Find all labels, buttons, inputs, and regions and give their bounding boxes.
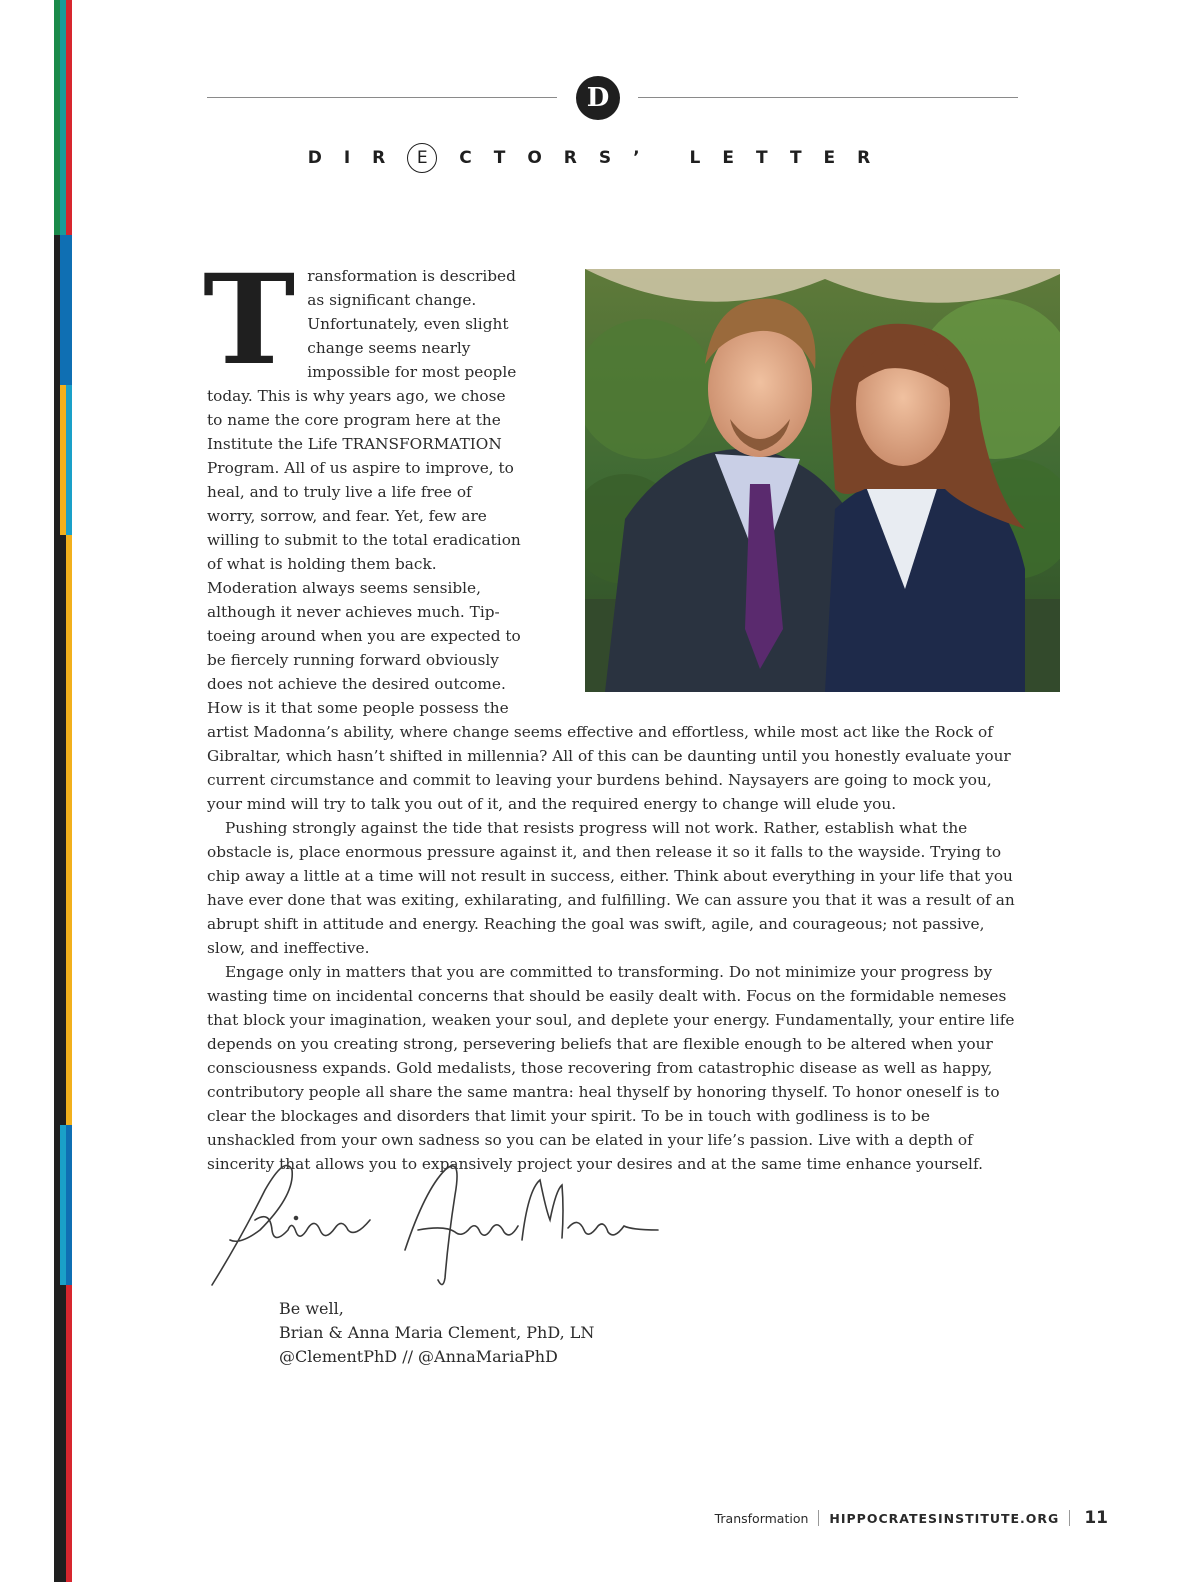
letter-paragraph-3: Engage only in matters that you are committed to transforming. Do not minimize your progress by wasting time on incidental concerns that should be easily dealt with. Focus on the formidable nemeses that block your imagination, weaken your soul, and deplete your energy. Fundamentally, your entire life depends on you creating strong, persevering beliefs that are flexible enough to be altered when your consciousness expands. Gold medalists, those recovering from catastrophic disease as well as happy, contributory people all share the same mantra: heal thyself by honoring thyself. To honor oneself is to clear the blockages and disorders that limit your spirit. To be in touch with godliness is to be unshackled from your own sadness so you can be elated in your life’s passion. Live with a depth of sincerity that allows you to expansively project your desires and at the same time enhance yourself. xyxy=(207,963,1015,1173)
page-number: 11 xyxy=(1084,1508,1108,1528)
stripe-right xyxy=(66,0,72,1582)
handwritten-signature xyxy=(200,1150,670,1300)
section-title-part1: DIR xyxy=(307,148,408,168)
header-rule-right xyxy=(638,97,1018,98)
section-title xyxy=(0,143,1200,173)
signoff-social-handles: @ClementPhD // @AnnaMariaPhD xyxy=(279,1347,558,1366)
letter-paragraph-1-text: ransformation is described as significant change. Unfortunately, even slight change seems nearly impossible for most people today. This is why years ago, we chose to name the core program here at the Institute the Life TRANSFORMATION Program. All of us aspire to improve, to heal, and to truly live a life free of worry, sorrow, and fear. Yet, few are willing to submit to the total eradication of what is holding them back. Moderation always seems sensible, although it never achieves much. Tip-toeing around when you are expected to be fiercely running forward obviously does not achieve the desired outcome. How is it that some people possess the artist Madonna’s ability, where change seems effective and effortless, while most act like the Rock of Gibraltar, which hasn’t shifted in millennia? All of this can be daunting until you honestly evaluate your current circumstance and commit to leaving your burdens behind. Naysayers are going to mock you, your mind will try to talk you out of it, and the required energy to change will elude you. xyxy=(207,267,1011,813)
signoff xyxy=(279,1297,594,1369)
page-footer xyxy=(715,1508,1108,1528)
letter-body xyxy=(203,248,1019,1176)
footer-website-link[interactable]: HIPPOCRATESINSTITUTE.ORG xyxy=(829,1510,1060,1526)
photo-text-wrap-spacer xyxy=(544,264,1019,698)
decorative-color-stripes xyxy=(54,0,72,1582)
section-title-circled-letter: E xyxy=(407,143,437,173)
signoff-greeting: Be well, xyxy=(279,1299,344,1318)
footer-divider xyxy=(818,1510,819,1526)
footer-divider xyxy=(1069,1510,1070,1526)
letter-paragraph-2: Pushing strongly against the tide that resists progress will not work. Rather, establish what the obstacle is, place enormous pressure against it, and then release it so it falls to the wayside. Trying to chip away a little at a time will not result in success, either. Think about everything in your life that you have ever done that was exiting, exhilarating, and fulfilling. We can assure you that it was a result of an abrupt shift in attitude and energy. Reaching the goal was swift, agile, and courageous; not passive, slow, and ineffective. xyxy=(207,819,1015,957)
signoff-names: Brian & Anna Maria Clement, PhD, LN xyxy=(279,1323,595,1342)
section-title-part2: CTORS’ LETTER xyxy=(459,148,893,168)
header-rule-left xyxy=(207,97,557,98)
section-badge: D xyxy=(576,76,620,120)
footer-magazine-name: Transformation xyxy=(714,1510,809,1526)
drop-cap: T xyxy=(203,248,296,393)
